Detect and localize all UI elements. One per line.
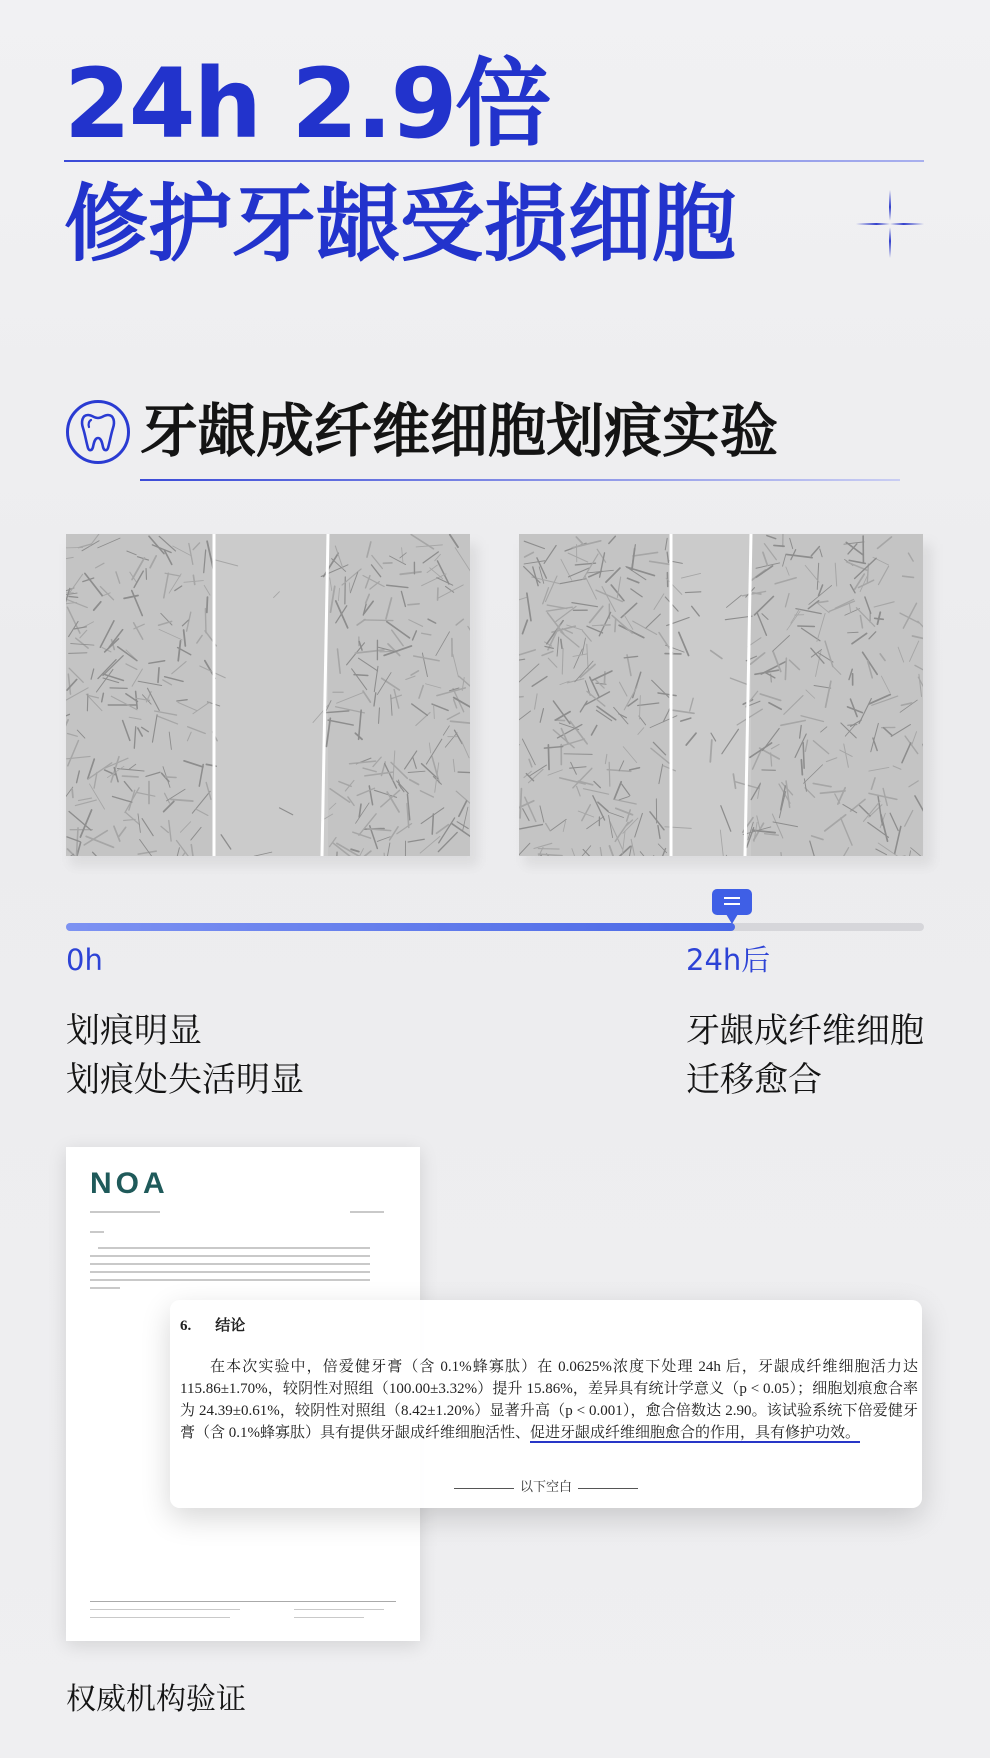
report-meta-line [350,1211,384,1213]
report-footer-line [294,1609,384,1610]
timeline-track [66,923,924,931]
caption-left-line: 划痕明显 [66,1011,202,1051]
report-logo: NOA [90,1167,169,1200]
conclusion-title: 结论 [215,1318,246,1334]
report-text-line [90,1287,120,1289]
conclusion-heading [180,1314,269,1335]
hero-stat: 24h 2.9倍 [64,48,550,160]
caption-right-line: 牙龈成纤维细胞 [686,1011,924,1051]
conclusion-number: 6. [180,1318,192,1334]
section-title: 牙龈成纤维细胞划痕实验 [140,397,779,465]
section-divider [140,479,900,481]
report-zoom-callout [170,1300,922,1508]
conclusion-text [180,1356,918,1444]
report-text-line [90,1271,370,1273]
report-meta-line [90,1211,160,1213]
report-end-text: 以下空白 [519,1479,572,1494]
caption-right [686,1007,924,1105]
report-end-marker [170,1476,922,1495]
micrograph-0h [66,534,470,856]
micrograph-24h [519,534,923,856]
conclusion-text-main: 在本次实验中，倍爱健牙膏（含 0.1%蜂寡肽）在 0.0625%浓度下处理 24h 后，牙龈成纤维细胞活力达 115.86±1.70%，较阴性对照组（100.00±3.32%）提升 15.86%，差异具有统计学意义（p < 0.05）；细胞划痕愈合率为 24.39±0.61%，较阴性对照组（8.42±1.20%）显著升高（p < 0.001），愈合倍数达 2.90。该试验系统下倍爱健牙膏（含 0.1%蜂寡肽）具有提供牙龈成纤维细胞活性、 [180,1359,918,1441]
caption-left [66,1007,304,1105]
caption-right-line: 迁移愈合 [686,1060,822,1100]
timeline-end-label: 24h后 [686,943,771,977]
caption-left-line: 划痕处失活明显 [66,1060,304,1100]
report-text-line [90,1231,104,1233]
tooth-icon [66,400,130,464]
report-footer-divider [90,1601,396,1602]
verification-label: 权威机构验证 [66,1682,246,1717]
report-footer-line [294,1617,364,1618]
report-text-line [98,1247,370,1249]
report-text-line [90,1279,370,1281]
hero-divider [64,160,924,162]
timeline-marker-icon [712,889,752,915]
timeline-progress-fill [66,923,735,931]
report-footer-line [90,1609,240,1610]
conclusion-text-highlight: 促进牙龈成纤维细胞愈合的作用，具有修护功效。 [530,1425,861,1441]
report-text-line [90,1255,370,1257]
timeline-start-label: 0h [66,943,103,977]
report-footer-line [90,1617,230,1618]
crosshair-decoration-icon [856,190,924,258]
report-text-line [90,1263,370,1265]
hero-title: 修护牙龈受损细胞 [64,175,737,273]
